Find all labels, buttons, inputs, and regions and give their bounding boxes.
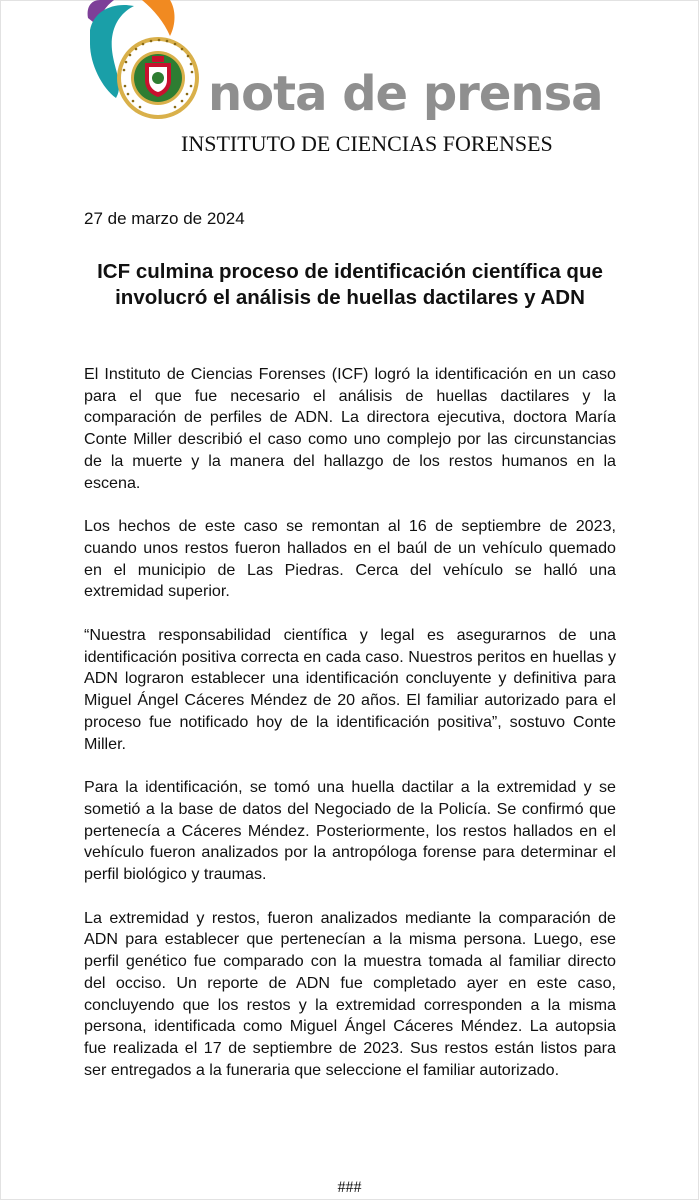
- release-date: 27 de marzo de 2024: [84, 209, 245, 228]
- paragraph: Para la identificación, se tomó una huella dactilar a la extremidad y se sometió a la base de datos del Negociado de la Policía. Se confirmó que pertenecía a Cáceres Méndez. Posteriormente, los restos hallados en el vehículo fueron analizados por la antropóloga forense para determinar el perfil biológico y traumas.: [84, 778, 616, 884]
- brand-title: nota de prensa: [208, 66, 603, 122]
- headline: ICF culmina proceso de identificación científica que involucró el análisis de huellas dactilares y ADN: [97, 260, 603, 309]
- puerto-rico-seal-icon: [84, 0, 202, 122]
- end-mark: ###: [337, 1179, 362, 1196]
- paragraph: “Nuestra responsabilidad científica y legal es asegurarnos de una identificación positiva correcta en cada caso. Nuestros peritos en huellas y ADN lograron establecer una identificación concluyente y definitiva para Miguel Ángel Cáceres Méndez de 20 años. El familiar autorizado para el proceso fue notificado hoy de la identificación positiva”, sostuvo Conte Miller.: [84, 626, 616, 753]
- body-text: [84, 364, 616, 1103]
- institute-name: INSTITUTO DE CIENCIAS FORENSES: [181, 131, 553, 156]
- paragraph: La extremidad y restos, fueron analizados mediante la comparación de ADN para establecer que pertenecían a la misma persona. Luego, ese perfil genético fue comparado con la muestra tomada al familiar directo del occiso. Un reporte de ADN fue completado ayer en este caso, concluyendo que los restos y la extremidad corresponden a la misma persona, identificada como Miguel Ángel Cáceres Méndez. La autopsia fue realizada el 17 de septiembre de 2023. Sus restos están listos para ser entregados a la funeraria que seleccione el familiar autorizado.: [84, 908, 616, 1079]
- government-logo: [84, 0, 202, 122]
- paragraph: El Instituto de Ciencias Forenses (ICF) logró la identificación en un caso para el que fue necesario el análisis de huellas dactilares y la comparación de perfiles de ADN. La directora ejecutiva, doctora María Conte Miller describió el caso como uno complejo por las circunstancias de la muerte y la manera del hallazgo de los restos humanos en la escena.: [84, 365, 616, 492]
- paragraph: Los hechos de este caso se remontan al 16 de septiembre de 2023, cuando unos restos fueron hallados en el baúl de un vehículo quemado en el municipio de Las Piedras. Cerca del vehículo se halló una extremidad superior.: [84, 517, 616, 601]
